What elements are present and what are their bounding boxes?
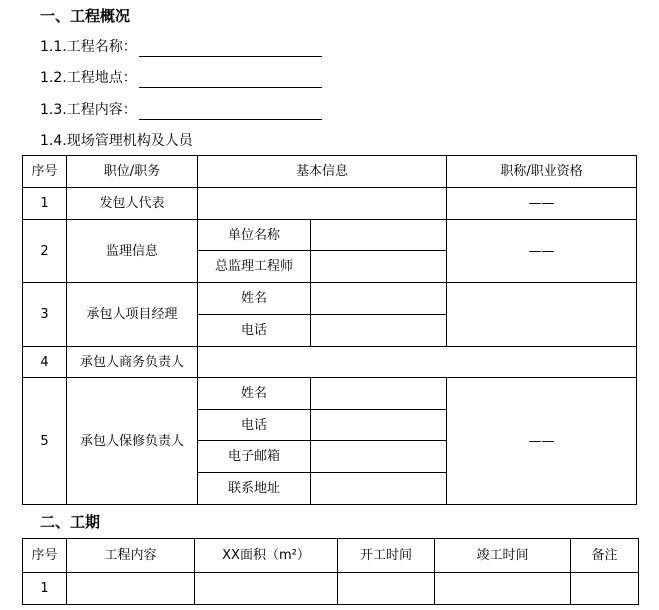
header-area: XX面积（m²） [195, 539, 338, 573]
header-end: 竣工时间 [435, 539, 571, 573]
row-no: 5 [23, 378, 67, 505]
qualification-cell: —— [447, 188, 637, 220]
row-role: 承包人保修负责人 [67, 378, 198, 505]
table-row [23, 188, 637, 220]
info-cell[interactable] [198, 188, 447, 220]
sub-label: 联系地址 [198, 473, 311, 505]
row-role: 承包人商务负责人 [67, 347, 198, 378]
section1-heading: 一、工程概况 [40, 7, 131, 25]
row-no: 3 [23, 283, 67, 347]
project-content-field [40, 100, 322, 120]
table-header-row [23, 539, 639, 573]
qualification-cell[interactable] [447, 283, 637, 347]
row-role: 承包人项目经理 [67, 283, 198, 347]
info-cell[interactable] [198, 347, 637, 378]
start-cell[interactable] [338, 573, 435, 605]
table-row [23, 220, 637, 251]
sub-label: 电话 [198, 410, 311, 441]
header-basic-info: 基本信息 [198, 156, 447, 188]
header-note: 备注 [571, 539, 639, 573]
note-cell[interactable] [571, 573, 639, 605]
row-no: 1 [23, 573, 67, 605]
schedule-table [22, 538, 639, 605]
info-cell[interactable] [311, 315, 447, 347]
project-content-input[interactable] [139, 105, 322, 120]
header-role: 职位/职务 [67, 156, 198, 188]
project-location-field [40, 68, 322, 88]
row-no: 2 [23, 220, 67, 283]
project-name-field [40, 37, 322, 57]
header-no: 序号 [23, 539, 67, 573]
project-name-input[interactable] [139, 42, 322, 57]
info-cell[interactable] [311, 473, 447, 505]
row-role: 监理信息 [67, 220, 198, 283]
project-content-label: 1.3.工程内容： [40, 102, 137, 118]
info-cell[interactable] [311, 283, 447, 315]
sub-label: 单位名称 [198, 220, 311, 251]
table-row [23, 573, 639, 605]
qualification-cell: —— [447, 220, 637, 283]
sub-label: 姓名 [198, 283, 311, 315]
table-header-row [23, 156, 637, 188]
table-row [23, 283, 637, 315]
qualification-cell: —— [447, 378, 637, 505]
section2-heading: 二、工期 [40, 513, 101, 531]
management-subheading: 1.4.现场管理机构及人员 [40, 133, 193, 149]
header-no: 序号 [23, 156, 67, 188]
header-start: 开工时间 [338, 539, 435, 573]
info-cell[interactable] [311, 410, 447, 441]
row-no: 1 [23, 188, 67, 220]
row-no: 4 [23, 347, 67, 378]
info-cell[interactable] [311, 441, 447, 473]
sub-label: 姓名 [198, 378, 311, 410]
sub-label: 电话 [198, 315, 311, 347]
sub-label: 总监理工程师 [198, 251, 311, 283]
content-cell[interactable] [67, 573, 195, 605]
project-location-label: 1.2.工程地点： [40, 70, 137, 86]
area-cell[interactable] [195, 573, 338, 605]
project-name-label: 1.1.工程名称： [40, 39, 137, 55]
header-content: 工程内容 [67, 539, 195, 573]
info-cell[interactable] [311, 220, 447, 251]
sub-label: 电子邮箱 [198, 441, 311, 473]
management-table [22, 155, 637, 505]
project-location-input[interactable] [139, 73, 322, 88]
info-cell[interactable] [311, 251, 447, 283]
row-role: 发包人代表 [67, 188, 198, 220]
table-row [23, 347, 637, 378]
info-cell[interactable] [311, 378, 447, 410]
table-row [23, 378, 637, 410]
header-qualification: 职称/职业资格 [447, 156, 637, 188]
end-cell[interactable] [435, 573, 571, 605]
